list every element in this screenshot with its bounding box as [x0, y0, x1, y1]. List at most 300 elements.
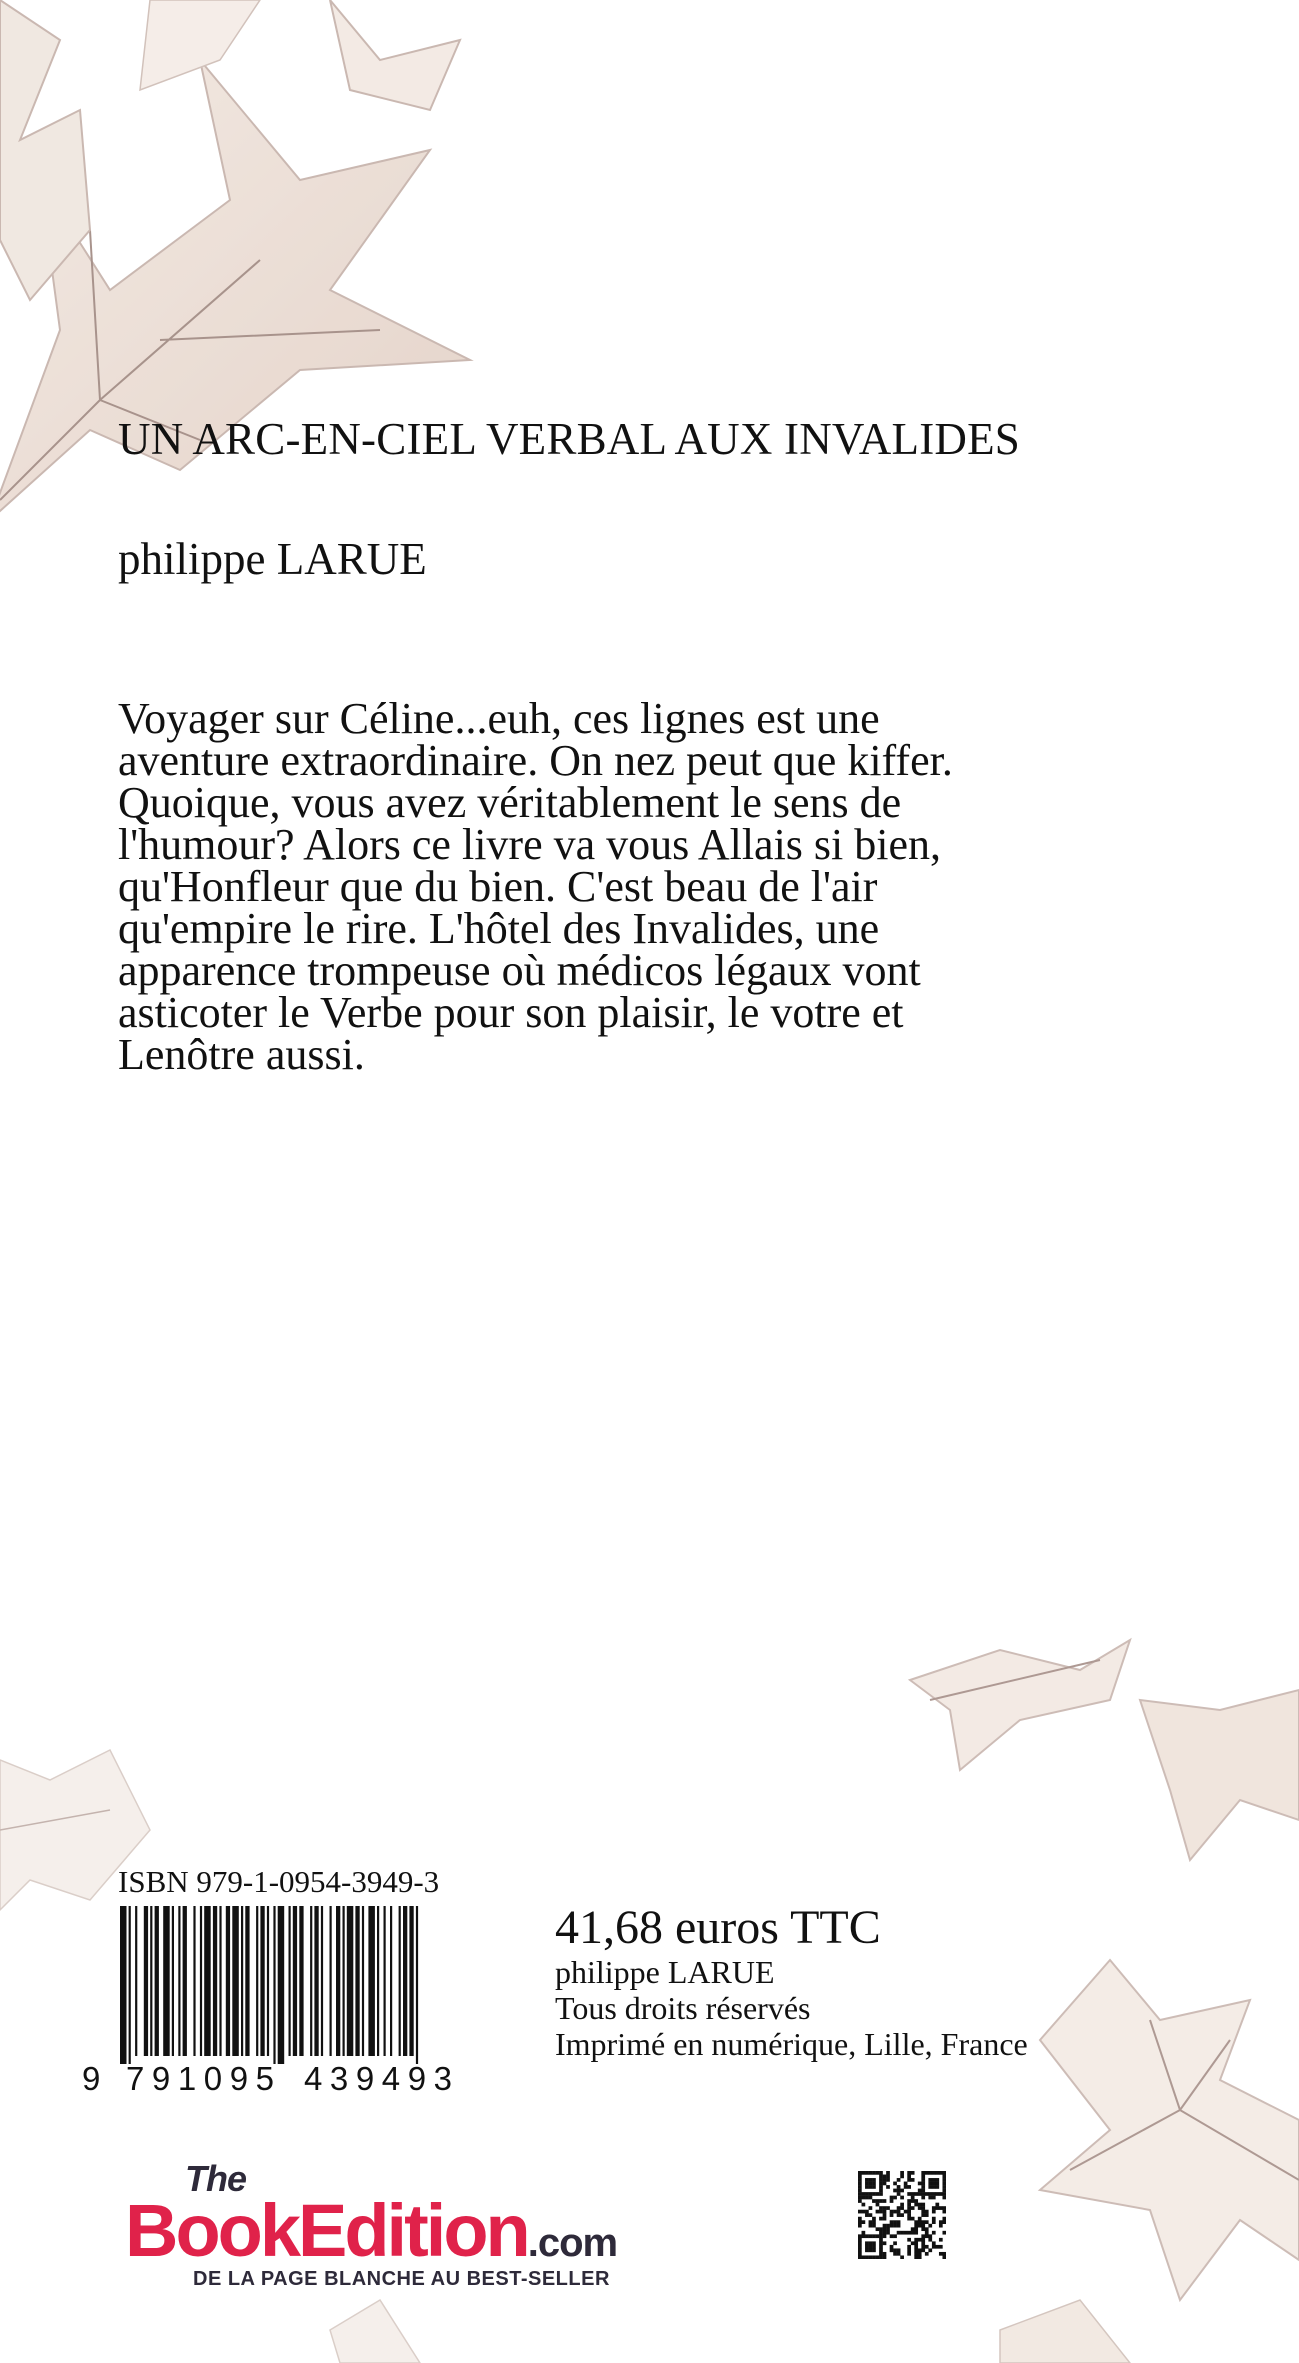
qr-module	[918, 2192, 922, 2196]
qr-module	[865, 2248, 869, 2252]
logo-the-text: The	[185, 2158, 247, 2199]
qr-module	[883, 2231, 887, 2235]
qr-module	[869, 2171, 873, 2175]
qr-module	[918, 2252, 922, 2256]
qr-module	[928, 2171, 932, 2175]
price: 41,68 euros TTC	[555, 1901, 881, 1954]
qr-module	[939, 2252, 943, 2256]
qr-module	[921, 2224, 925, 2228]
qr-module	[869, 2248, 873, 2252]
barcode-bar	[155, 1906, 159, 2056]
barcode-bar	[163, 1906, 170, 2056]
qr-module	[872, 2178, 876, 2182]
qr-module	[907, 2231, 911, 2235]
qr-module	[942, 2178, 946, 2182]
qr-module	[935, 2245, 939, 2249]
qr-module	[872, 2248, 876, 2252]
qr-module	[907, 2178, 911, 2182]
qr-module	[914, 2255, 918, 2259]
qr-module	[932, 2220, 936, 2224]
qr-module	[897, 2248, 901, 2252]
qr-module	[865, 2185, 869, 2189]
qr-module	[876, 2203, 880, 2207]
qr-module	[876, 2255, 880, 2259]
qr-module	[876, 2227, 880, 2231]
barcode-bar	[399, 1906, 401, 2056]
qr-module	[862, 2192, 866, 2196]
barcode-bar	[293, 1906, 297, 2056]
qr-module	[865, 2196, 869, 2200]
qr-module	[914, 2227, 918, 2231]
qr-module	[858, 2234, 862, 2238]
qr-module	[900, 2231, 904, 2235]
qr-module	[928, 2238, 932, 2242]
qr-module	[897, 2220, 901, 2224]
qr-module	[872, 2255, 876, 2259]
qr-module	[928, 2196, 932, 2200]
qr-module	[897, 2206, 901, 2210]
qr-module	[890, 2220, 894, 2224]
qr-module	[858, 2196, 862, 2200]
qr-module	[886, 2175, 890, 2179]
qr-module	[907, 2192, 911, 2196]
qr-module	[932, 2196, 936, 2200]
qr-module	[921, 2220, 925, 2224]
qr-module	[883, 2224, 887, 2228]
qr-module	[900, 2196, 904, 2200]
qr-module	[925, 2220, 929, 2224]
qr-module	[897, 2231, 901, 2235]
qr-module	[925, 2252, 929, 2256]
qr-module	[935, 2178, 939, 2182]
qr-module	[883, 2252, 887, 2256]
book-author: philippe LARUE	[118, 534, 427, 584]
qr-module	[858, 2178, 862, 2182]
qr-module	[942, 2231, 946, 2235]
barcode-bar	[314, 1906, 318, 2056]
logo-brand-name: BookEdition	[125, 2189, 528, 2272]
barcode-bar	[377, 1906, 379, 2056]
qr-module	[925, 2210, 929, 2214]
qr-module	[942, 2217, 946, 2221]
qr-module	[900, 2206, 904, 2210]
qr-module	[911, 2231, 915, 2235]
qr-code-icon	[858, 2171, 946, 2259]
qr-module	[939, 2171, 943, 2175]
qr-module	[932, 2217, 936, 2221]
qr-module	[928, 2224, 932, 2228]
qr-module	[893, 2196, 897, 2200]
qr-module	[876, 2210, 880, 2214]
qr-module	[900, 2175, 904, 2179]
qr-module	[886, 2171, 890, 2175]
qr-module	[942, 2255, 946, 2259]
qr-module	[869, 2206, 873, 2210]
qr-module	[914, 2245, 918, 2249]
qr-module	[907, 2245, 911, 2249]
qr-module	[879, 2255, 883, 2259]
qr-module	[900, 2255, 904, 2259]
barcode-bar	[273, 1906, 275, 2064]
qr-module	[932, 2241, 936, 2245]
barcode-bar	[355, 1906, 359, 2056]
barcode-bar	[204, 1906, 211, 2056]
qr-module	[921, 2245, 925, 2249]
qr-module	[918, 2217, 922, 2221]
printing-location: Imprimé en numérique, Lille, France	[555, 2026, 1028, 2062]
qr-module	[928, 2178, 932, 2182]
qr-module	[918, 2189, 922, 2193]
qr-module	[942, 2252, 946, 2256]
qr-module	[886, 2231, 890, 2235]
qr-module	[876, 2234, 880, 2238]
qr-module	[904, 2182, 908, 2186]
qr-module	[942, 2196, 946, 2200]
qr-module	[939, 2192, 943, 2196]
qr-module	[883, 2178, 887, 2182]
qr-module	[858, 2210, 862, 2214]
qr-module	[890, 2245, 894, 2249]
qr-module	[890, 2224, 894, 2228]
qr-module	[862, 2231, 866, 2235]
qr-module	[921, 2213, 925, 2217]
qr-module	[914, 2241, 918, 2245]
qr-module	[893, 2224, 897, 2228]
qr-module	[935, 2203, 939, 2207]
qr-module	[869, 2255, 873, 2259]
qr-module	[928, 2185, 932, 2189]
qr-module	[883, 2199, 887, 2203]
qr-module	[879, 2238, 883, 2242]
qr-module	[932, 2210, 936, 2214]
qr-module	[928, 2248, 932, 2252]
qr-module	[893, 2252, 897, 2256]
qr-module	[862, 2234, 866, 2238]
qr-module	[932, 2231, 936, 2235]
qr-module	[900, 2203, 904, 2207]
qr-module	[914, 2220, 918, 2224]
qr-module	[876, 2171, 880, 2175]
qr-module	[935, 2192, 939, 2196]
qr-module	[879, 2231, 883, 2235]
qr-module	[865, 2210, 869, 2214]
qr-module	[872, 2241, 876, 2245]
qr-module	[886, 2206, 890, 2210]
rights-notice: Tous droits réservés	[555, 1990, 811, 2026]
qr-module	[939, 2220, 943, 2224]
qr-module	[862, 2220, 866, 2224]
qr-module	[914, 2252, 918, 2256]
qr-module	[921, 2238, 925, 2242]
barcode-bar	[267, 1906, 269, 2056]
qr-module	[869, 2192, 873, 2196]
qr-module	[942, 2175, 946, 2179]
qr-module	[865, 2182, 869, 2186]
qr-module	[858, 2238, 862, 2242]
qr-module	[879, 2192, 883, 2196]
qr-module	[879, 2210, 883, 2214]
qr-module	[907, 2171, 911, 2175]
qr-module	[932, 2171, 936, 2175]
qr-module	[914, 2224, 918, 2228]
qr-module	[869, 2234, 873, 2238]
qr-module	[918, 2182, 922, 2186]
qr-module	[883, 2217, 887, 2221]
qr-module	[883, 2210, 887, 2214]
qr-module	[907, 2252, 911, 2256]
qr-module	[893, 2220, 897, 2224]
qr-module	[925, 2192, 929, 2196]
qr-module	[925, 2231, 929, 2235]
qr-module	[883, 2206, 887, 2210]
qr-module	[935, 2206, 939, 2210]
publisher-logo	[125, 2158, 705, 2298]
barcode-bar	[219, 1906, 221, 2056]
qr-module	[925, 2245, 929, 2249]
barcode-bar	[245, 1906, 249, 2056]
qr-module	[935, 2185, 939, 2189]
qr-module	[869, 2224, 873, 2228]
qr-module	[893, 2248, 897, 2252]
qr-module	[900, 2189, 904, 2193]
barcode-bar	[232, 1906, 239, 2056]
qr-module	[939, 2238, 943, 2242]
barcode-bar	[193, 1906, 195, 2056]
qr-module	[883, 2182, 887, 2186]
qr-module	[921, 2196, 925, 2200]
qr-module	[865, 2171, 869, 2175]
qr-module	[869, 2241, 873, 2245]
qr-module	[942, 2182, 946, 2186]
qr-module	[897, 2252, 901, 2256]
qr-module	[858, 2255, 862, 2259]
qr-module	[900, 2213, 904, 2217]
qr-module	[921, 2171, 925, 2175]
qr-module	[883, 2175, 887, 2179]
qr-module	[897, 2210, 901, 2214]
barcode-bar	[310, 1906, 312, 2056]
qr-module	[869, 2245, 873, 2249]
barcode-bar	[178, 1906, 180, 2056]
qr-module	[939, 2224, 943, 2228]
qr-module	[911, 2199, 915, 2203]
qr-module	[879, 2175, 883, 2179]
qr-module	[911, 2171, 915, 2175]
qr-module	[925, 2213, 929, 2217]
qr-module	[921, 2185, 925, 2189]
qr-module	[890, 2213, 894, 2217]
qr-module	[921, 2182, 925, 2186]
qr-module	[904, 2231, 908, 2235]
barcode-bar	[343, 1906, 345, 2056]
qr-module	[865, 2213, 869, 2217]
qr-module	[911, 2206, 915, 2210]
qr-module	[897, 2185, 901, 2189]
qr-module	[925, 2227, 929, 2231]
colophon-author: philippe LARUE	[555, 1954, 775, 1990]
book-synopsis: Voyager sur Céline...euh, ces lignes est une aventure extraordinaire. On nez peut que kiffer. Quoique, vous avez véritablement le sens de l'humour? Alors ce livre va vous Allais si bien, qu'Honfleur que du bien. C'est beau de l'air qu'empire le rire. L'hôtel des Invalides, une apparence trompeuse où médicos légaux vont asticoter le Verbe pour son plaisir, le votre et Lenôtre aussi.	[118, 694, 953, 1079]
qr-module	[907, 2238, 911, 2242]
qr-module	[935, 2182, 939, 2186]
qr-module	[893, 2241, 897, 2245]
qr-module	[918, 2224, 922, 2228]
qr-module	[876, 2192, 880, 2196]
qr-module	[872, 2224, 876, 2228]
qr-module	[858, 2199, 862, 2203]
qr-module	[911, 2217, 915, 2221]
qr-module	[858, 2220, 862, 2224]
qr-module	[893, 2182, 897, 2186]
qr-module	[911, 2196, 915, 2200]
qr-module	[879, 2241, 883, 2245]
qr-module	[893, 2234, 897, 2238]
qr-module	[858, 2185, 862, 2189]
qr-module	[928, 2234, 932, 2238]
qr-module	[911, 2192, 915, 2196]
qr-module	[869, 2178, 873, 2182]
qr-module	[883, 2227, 887, 2231]
qr-module	[858, 2224, 862, 2228]
qr-module	[883, 2255, 887, 2259]
qr-module	[865, 2234, 869, 2238]
qr-module	[907, 2217, 911, 2221]
qr-module	[879, 2227, 883, 2231]
qr-module	[921, 2248, 925, 2252]
barcode-bar	[135, 1906, 137, 2056]
qr-module	[942, 2171, 946, 2175]
qr-module	[900, 2171, 904, 2175]
qr-module	[886, 2224, 890, 2228]
qr-module	[907, 2175, 911, 2179]
barcode-bar	[390, 1906, 392, 2056]
qr-module	[932, 2192, 936, 2196]
qr-module	[921, 2234, 925, 2238]
qr-module	[925, 2171, 929, 2175]
qr-module	[883, 2213, 887, 2217]
qr-module	[914, 2231, 918, 2235]
qr-module	[869, 2220, 873, 2224]
barcode-bar	[213, 1906, 217, 2056]
barcode-bar	[183, 1906, 187, 2056]
qr-module	[942, 2192, 946, 2196]
qr-module	[879, 2178, 883, 2182]
qr-module	[879, 2245, 883, 2249]
qr-module	[897, 2192, 901, 2196]
qr-module	[904, 2185, 908, 2189]
qr-module	[939, 2245, 943, 2249]
qr-module	[886, 2178, 890, 2182]
qr-module	[918, 2220, 922, 2224]
barcode-bar	[256, 1906, 258, 2056]
qr-module	[869, 2185, 873, 2189]
qr-module	[907, 2248, 911, 2252]
barcode-bar	[120, 1906, 127, 2064]
barcode-bar	[368, 1906, 375, 2056]
qr-module	[858, 2192, 862, 2196]
qr-module	[883, 2234, 887, 2238]
qr-module	[890, 2199, 894, 2203]
qr-module	[865, 2241, 869, 2245]
qr-module	[904, 2210, 908, 2214]
qr-module	[858, 2171, 862, 2175]
qr-module	[907, 2199, 911, 2203]
barcode-bar	[260, 1906, 264, 2056]
qr-module	[893, 2189, 897, 2193]
barcode-bar	[299, 1906, 303, 2056]
qr-module	[879, 2185, 883, 2189]
qr-module	[925, 2234, 929, 2238]
qr-module	[928, 2192, 932, 2196]
qr-module	[872, 2171, 876, 2175]
qr-module	[865, 2192, 869, 2196]
qr-module	[914, 2238, 918, 2242]
qr-module	[872, 2199, 876, 2203]
qr-module	[921, 2192, 925, 2196]
qr-module	[897, 2224, 901, 2228]
qr-module	[914, 2248, 918, 2252]
barcode-bar	[200, 1906, 202, 2056]
qr-module	[879, 2199, 883, 2203]
qr-module	[865, 2245, 869, 2249]
qr-module	[869, 2196, 873, 2200]
qr-module	[858, 2252, 862, 2256]
qr-module	[932, 2206, 936, 2210]
qr-module	[858, 2248, 862, 2252]
barcode-bar	[409, 1906, 413, 2056]
publisher-tagline: DE LA PAGE BLANCHE AU BEST-SELLER	[193, 2268, 610, 2290]
qr-module	[921, 2241, 925, 2245]
qr-module	[942, 2210, 946, 2214]
qr-module	[897, 2178, 901, 2182]
qr-module	[911, 2178, 915, 2182]
qr-module	[942, 2220, 946, 2224]
qr-module	[862, 2196, 866, 2200]
qr-module	[907, 2185, 911, 2189]
qr-module	[907, 2210, 911, 2214]
qr-module	[918, 2255, 922, 2259]
barcode-bar	[129, 1906, 131, 2064]
qr-module	[921, 2189, 925, 2193]
qr-module	[872, 2234, 876, 2238]
qr-module	[858, 2241, 862, 2245]
qr-module	[935, 2171, 939, 2175]
barcode-bar	[330, 1906, 332, 2056]
qr-module	[939, 2206, 943, 2210]
qr-module	[862, 2210, 866, 2214]
qr-module	[911, 2227, 915, 2231]
qr-module	[914, 2203, 918, 2207]
qr-module	[876, 2199, 880, 2203]
barcode-bar	[416, 1906, 418, 2064]
qr-module	[879, 2171, 883, 2175]
qr-module	[918, 2206, 922, 2210]
isbn-barcode	[76, 1900, 496, 2100]
qr-module	[858, 2189, 862, 2193]
barcode-digit-right-group: 439493	[304, 2060, 452, 2097]
qr-module	[862, 2171, 866, 2175]
qr-module	[918, 2238, 922, 2242]
qr-module	[886, 2227, 890, 2231]
barcode-bar	[278, 1906, 285, 2064]
barcode-bar	[384, 1906, 386, 2056]
qr-module	[907, 2206, 911, 2210]
qr-module	[862, 2203, 866, 2207]
qr-module	[872, 2192, 876, 2196]
qr-module	[890, 2234, 894, 2238]
qr-module	[862, 2255, 866, 2259]
barcode-bar	[289, 1906, 291, 2056]
qr-module	[921, 2210, 925, 2214]
